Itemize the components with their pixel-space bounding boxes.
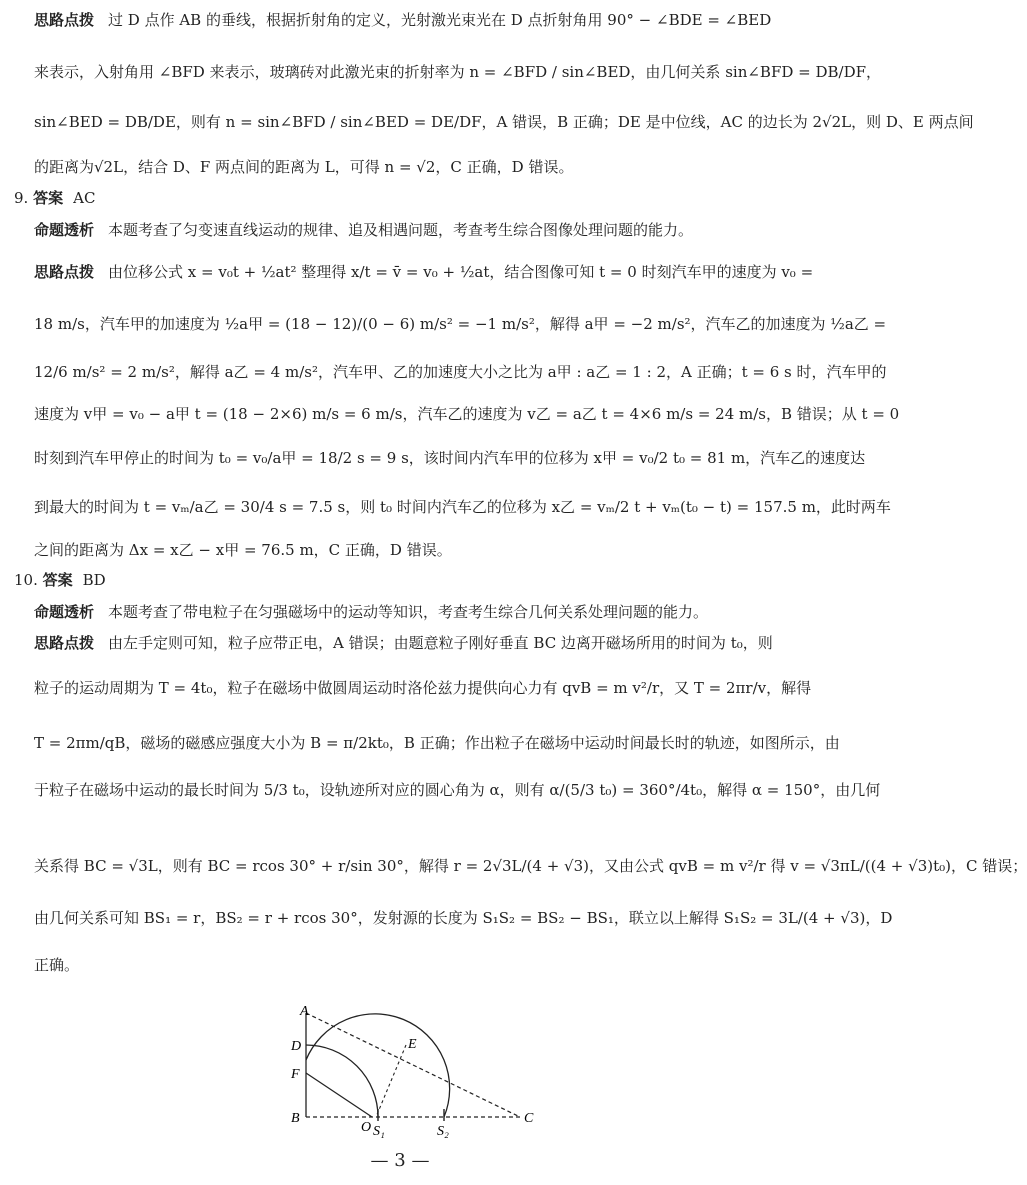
q9-line-7: 之间的距离为 Δx = x乙 − x甲 = 76.5 m，C 正确，D 错误。 bbox=[34, 541, 452, 559]
answer-label: 答案 bbox=[33, 189, 64, 207]
segment-ac bbox=[306, 1013, 520, 1117]
trajectory-arc-small bbox=[306, 1045, 378, 1117]
text-line: 由左手定则可知，粒子应带正电，A 错误；由题意粒子刚好垂直 BC 边离开磁场所用的时间为 t₀，则 bbox=[108, 634, 773, 652]
q9-line-6: 到最大的时间为 t = vₘ/a乙 = 30/4 s = 7.5 s，则 t₀ 时间内汽车乙的位移为 x乙 = vₘ/2 t + vₘ(t₀ − t) = 157.5 m，此时两车 bbox=[34, 498, 891, 516]
trajectory-arc-large bbox=[306, 1014, 450, 1117]
q9-answer-row bbox=[14, 188, 95, 208]
block8-line-3: sin∠BED = DB/DE，则有 n = sin∠BFD / sin∠BED = DE/DF，A 错误，B 正确；DE 是中位线，AC 的边长为 2√2L，则 D、E 两点间 bbox=[34, 113, 974, 131]
text-line: 过 D 点作 AB 的垂线，根据折射角的定义，光射激光束光在 D 点折射角用 90° − ∠BDE = ∠BED bbox=[108, 11, 772, 29]
label-s2: S₂ bbox=[437, 1124, 449, 1139]
q9-line-1 bbox=[34, 262, 814, 282]
analysis-text: 本题考查了匀变速直线运动的规律、追及相遇问题，考查考生综合图像处理问题的能力。 bbox=[108, 221, 694, 239]
magnetic-field-diagram bbox=[280, 1005, 540, 1140]
hint-label: 思路点拨 bbox=[34, 11, 95, 29]
q10-line-3: T = 2πm/qB，磁场的磁感应强度大小为 B = π/2kt₀，B 正确；作出粒子在磁场中运动时间最长时的轨迹，如图所示，由 bbox=[34, 734, 840, 752]
q10-line-5: 关系得 BC = √3L，则有 BC = rcos 30° + r/sin 30°，解得 r = 2√3L/(4 + √3)，又由公式 qvB = m v²/r 得 v = √3πL/((4 + √3)t₀)，C 错误； bbox=[34, 857, 1027, 875]
q9-line-2: 18 m/s，汽车甲的加速度为 ½a甲 = (18 − 12)/(0 − 6) m/s² = −1 m/s²，解得 a甲 = −2 m/s²，汽车乙的加速度为 ½a乙 = bbox=[34, 315, 887, 333]
q9-line-5: 时刻到汽车甲停止的时间为 t₀ = v₀/a甲 = 18/2 s = 9 s，该时间内汽车甲的位移为 x甲 = v₀/2 t₀ = 81 m，汽车乙的速度达 bbox=[34, 449, 866, 467]
analysis-label: 命题透析 bbox=[34, 221, 95, 239]
q9-line-4: 速度为 v甲 = v₀ − a甲 t = (18 − 2×6) m/s = 6 m/s，汽车乙的速度为 v乙 = a乙 t = 4×6 m/s = 24 m/s，B 错误；从 t = 0 bbox=[34, 405, 900, 423]
q10-analysis bbox=[34, 602, 778, 622]
block8-line-2: 来表示，入射角用 ∠BFD 来表示，玻璃砖对此激光束的折射率为 n = ∠BFD / sin∠BED，由几何关系 sin∠BFD = DB/DF， bbox=[34, 63, 882, 81]
hint-label: 思路点拨 bbox=[34, 634, 95, 652]
segment-es1 bbox=[376, 1045, 406, 1117]
q10-line-6: 由几何关系可知 BS₁ = r，BS₂ = r + rcos 30°，发射源的长度为 S₁S₂ = BS₂ − BS₁，联立以上解得 S₁S₂ = 3L/(4 + √3)，D bbox=[34, 909, 893, 927]
q10-answer-row bbox=[14, 570, 106, 590]
answer-value: BD bbox=[82, 571, 106, 589]
label-f: F bbox=[291, 1067, 300, 1082]
q9-analysis bbox=[34, 220, 778, 240]
label-b: B bbox=[291, 1111, 300, 1126]
q10-line-2: 粒子的运动周期为 T = 4t₀，粒子在磁场中做圆周运动时洛伦兹力提供向心力有 qvB = m v²/r，又 T = 2πr/v，解得 bbox=[34, 679, 812, 697]
question-number: 10. bbox=[14, 571, 38, 589]
page-number: — 3 — bbox=[370, 1150, 430, 1171]
analysis-text: 本题考查了带电粒子在匀强磁场中的运动等知识，考查考生综合几何关系处理问题的能力。 bbox=[108, 603, 709, 621]
label-a: A bbox=[300, 1004, 309, 1019]
answer-value: AC bbox=[73, 189, 96, 207]
label-o: O bbox=[361, 1120, 372, 1135]
q9-line-3: 12/6 m/s² = 2 m/s²，解得 a乙 = 4 m/s²，汽车甲、乙的加速度大小之比为 a甲 : a乙 = 1 : 2，A 正确；t = 6 s 时，汽车甲的 bbox=[34, 363, 887, 381]
answer-label: 答案 bbox=[42, 571, 73, 589]
label-e: E bbox=[408, 1037, 417, 1052]
segment-fo bbox=[306, 1073, 372, 1117]
q10-line-4: 于粒子在磁场中运动的最长时间为 5/3 t₀，设轨迹所对应的圆心角为 α，则有 α/(5/3 t₀) = 360°/4t₀，解得 α = 150°，由几何 bbox=[34, 781, 881, 799]
hint-label: 思路点拨 bbox=[34, 263, 95, 281]
block8-line-4: 的距离为√2L，结合 D、F 两点间的距离为 L，可得 n = √2，C 正确，D 错误。 bbox=[34, 158, 574, 176]
q10-line-1 bbox=[34, 633, 778, 653]
q10-line-7: 正确。 bbox=[34, 956, 80, 974]
label-d: D bbox=[291, 1039, 302, 1054]
block8-line-1 bbox=[34, 10, 778, 30]
label-s1: S₁ bbox=[373, 1124, 385, 1139]
analysis-label: 命题透析 bbox=[34, 603, 95, 621]
text-line: 由位移公式 x = v₀t + ½at² 整理得 x/t = v̄ = v₀ + ½at，结合图像可知 t = 0 时刻汽车甲的速度为 v₀ = bbox=[108, 263, 814, 281]
label-c: C bbox=[524, 1111, 534, 1126]
question-number: 9. bbox=[14, 189, 29, 207]
